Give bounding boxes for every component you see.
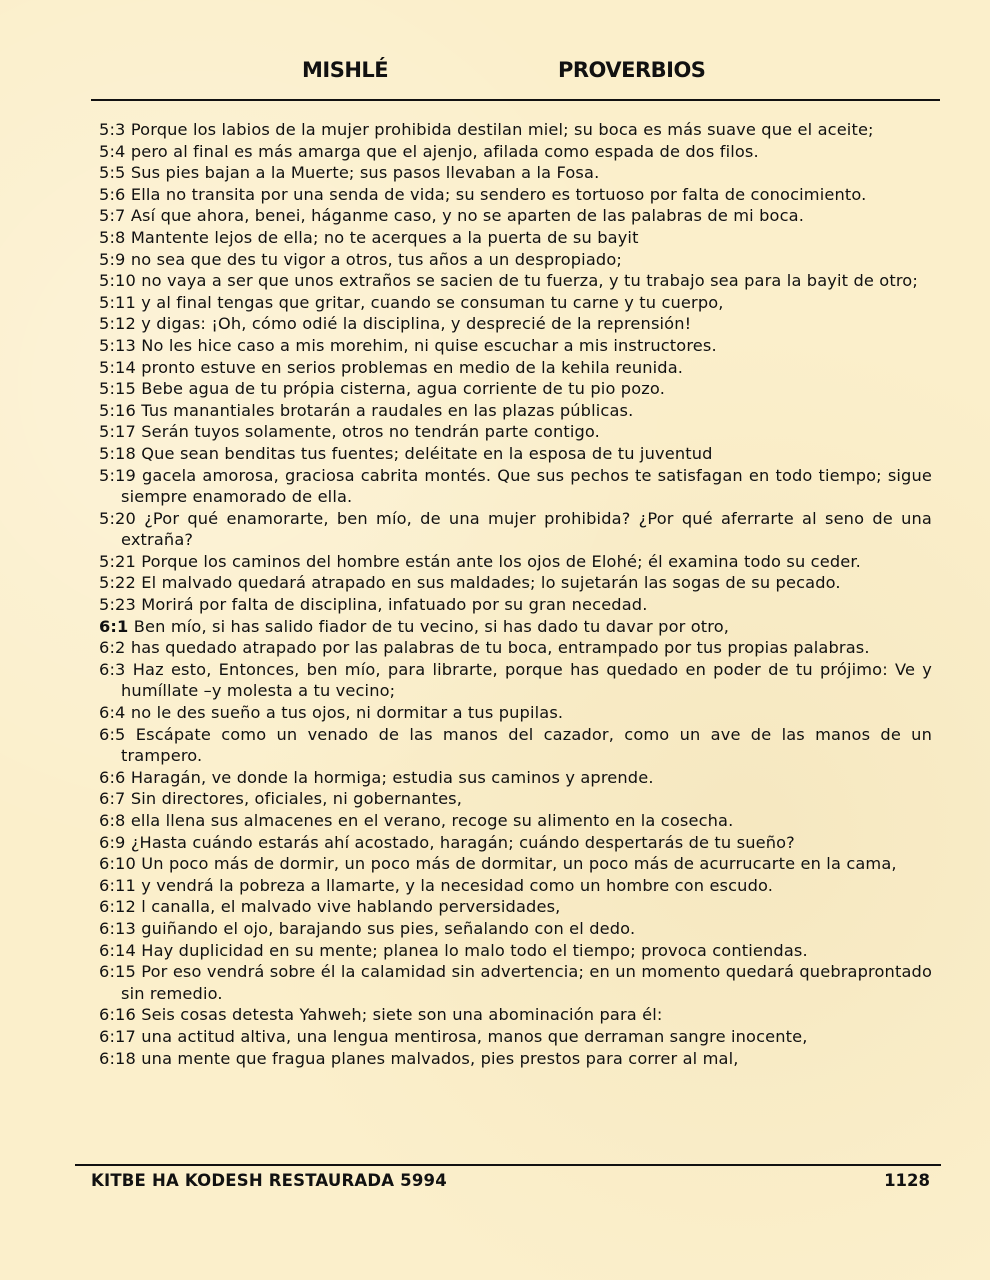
footer-title: KITBE HA KODESH RESTAURADA 5994 [91, 1171, 447, 1190]
verse-ref: 5:3 [99, 120, 126, 139]
verse-ref: 5:10 [99, 271, 136, 291]
verse [99, 249, 932, 271]
verse [99, 875, 932, 897]
verse-ref: 6:6 [99, 767, 126, 787]
verse [99, 313, 932, 335]
verse-text: Seis cosas detesta Yahweh; siete son una abominación para él: [141, 1005, 663, 1025]
verse [99, 551, 932, 573]
verse-ref: 6:7 [99, 789, 126, 809]
verse-text: El malvado quedará atrapado en sus maldades; lo sujetarán las sogas de su pecado. [141, 573, 841, 593]
verse-ref: 6:8 [99, 811, 126, 830]
page-number: 1128 [884, 1171, 930, 1190]
verse-ref: 5:8 [99, 227, 126, 247]
verse-text: Haragán, ve donde la hormiga; estudia sus caminos y aprende. [130, 767, 654, 787]
verse-ref: 5:13 [99, 335, 136, 355]
verse-ref: 6:17 [99, 1026, 136, 1046]
verse-text: No les hice caso a mis morehim, ni quise escuchar a mis instructores. [141, 335, 717, 355]
verse [99, 572, 932, 594]
verse-ref: 6:9 [99, 832, 126, 852]
verse [99, 1048, 932, 1070]
verse [99, 896, 932, 918]
verse [99, 702, 932, 724]
header-divider [91, 99, 940, 101]
verse-text: pronto estuve en serios problemas en medio de la kehila reunida. [141, 357, 684, 377]
verse-ref: 5:11 [99, 292, 136, 312]
verse-text: ¿Por qué enamorarte, ben mío, de una mujer prohibida? ¿Por qué aferrarte al seno de una extraña? [121, 508, 933, 550]
verse-text: Hay duplicidad en su mente; planea lo malo todo el tiempo; provoca contiendas. [141, 940, 808, 960]
verse-text: Que sean benditas tus fuentes; deléitate en la esposa de tu juventud [141, 443, 713, 463]
verse [99, 832, 932, 854]
verse-ref: 6:13 [99, 918, 136, 938]
verse [99, 443, 932, 465]
verse-text: Porque los labios de la mujer prohibida destilan miel; su boca es más suave que el aceite; [130, 120, 874, 139]
verse [99, 119, 932, 141]
verse [99, 141, 932, 163]
verse [99, 788, 932, 810]
verse [99, 767, 932, 789]
verse-ref: 6:12 [99, 897, 136, 917]
verse-ref: 5:4 [99, 141, 126, 161]
verse [99, 292, 932, 314]
verse [99, 724, 932, 767]
verse-ref: 5:12 [99, 314, 136, 334]
verse-ref: 6:10 [99, 854, 136, 874]
verse-text: gacela amorosa, graciosa cabrita montés. Que sus pechos te satisfagan en todo tiempo; sigue siempre enamorado de ella. [121, 465, 932, 507]
verse-text: Serán tuyos solamente, otros no tendrán parte contigo. [141, 422, 600, 442]
verse [99, 465, 932, 508]
verse [99, 961, 932, 1004]
verse-text: Escápate como un venado de las manos del cazador, como un ave de las manos de un trampero. [121, 724, 932, 766]
verse [99, 378, 932, 400]
verse [99, 1026, 932, 1048]
verse-text: pero al final es más amarga que el ajenjo, afilada como espada de dos filos. [130, 141, 759, 161]
verse-ref: 6:14 [99, 940, 136, 960]
verse [99, 421, 932, 443]
verse [99, 1004, 932, 1026]
verse-text: y al final tengas que gritar, cuando se consuman tu carne y tu cuerpo, [141, 292, 724, 312]
verse-text: Sin directores, oficiales, ni gobernantes, [130, 789, 463, 809]
verse-text: guiñando el ojo, barajando sus pies, señalando con el dedo. [141, 918, 636, 938]
verse-ref: 6:4 [99, 703, 126, 723]
page-header [0, 58, 990, 88]
verse-ref: 5:18 [99, 443, 136, 463]
verse [99, 508, 932, 551]
verse-text: Morirá por falta de disciplina, infatuado por su gran necedad. [141, 595, 648, 615]
verse-text: Bebe agua de tu própia cisterna, agua corriente de tu pio pozo. [141, 379, 665, 399]
verse-ref: 6:11 [99, 875, 136, 895]
verse-text: y vendrá la pobreza a llamarte, y la necesidad como un hombre con escudo. [141, 875, 774, 895]
verse-ref: 6:3 [99, 659, 126, 679]
verse-ref: 5:21 [99, 551, 136, 571]
verse-text: Porque los caminos del hombre están ante los ojos de Elohé; él examina todo su ceder. [141, 551, 861, 571]
verse-text: has quedado atrapado por las palabras de tu boca, entrampado por tus propias palabras. [130, 638, 870, 658]
verse [99, 184, 932, 206]
verse-text: Ben mío, si has salido fiador de tu vecino, si has dado tu davar por otro, [133, 616, 730, 636]
verse [99, 227, 932, 249]
verse-text: ella llena sus almacenes en el verano, recoge su alimento en la cosecha. [130, 811, 734, 830]
book-title-spanish: PROVERBIOS [558, 58, 706, 82]
verse-text: Así que ahora, benei, háganme caso, y no se aparten de las palabras de mi boca. [130, 206, 805, 226]
verse [99, 659, 932, 702]
verse-text: Un poco más de dormir, un poco más de dormitar, un poco más de acurrucarte en la cama, [141, 854, 897, 874]
verse-text: Mantente lejos de ella; no te acerques a la puerta de su bayit [130, 227, 639, 247]
verse-ref: 5:9 [99, 249, 126, 269]
verse-ref: 5:6 [99, 184, 126, 204]
footer-divider [75, 1164, 941, 1166]
verse-text: Ella no transita por una senda de vida; su sendero es tortuoso por falta de conocimiento. [130, 184, 867, 204]
verse-text: ¿Hasta cuándo estarás ahí acostado, haragán; cuándo despertarás de tu sueño? [130, 832, 795, 852]
verse [99, 270, 932, 292]
verse-list [99, 119, 932, 1069]
verse-text: no vaya a ser que unos extraños se sacien de tu fuerza, y tu trabajo sea para la bayit de otro; [141, 271, 918, 291]
verse-ref: 6:16 [99, 1005, 136, 1025]
verse-text: no le des sueño a tus ojos, ni dormitar a tus pupilas. [130, 703, 564, 723]
verse-text: Tus manantiales brotarán a raudales en las plazas públicas. [141, 400, 634, 420]
book-title-hebrew: MISHLÉ [302, 58, 389, 82]
verse-ref: 5:20 [99, 508, 136, 528]
verse-ref: 6:2 [99, 638, 126, 658]
verse-ref: 6:1 [99, 616, 129, 636]
verse-text: Haz esto, Entonces, ben mío, para librarte, porque has quedado en poder de tu prójimo: Ve y humíllate –y molesta a tu vecino; [121, 659, 932, 701]
verse [99, 810, 932, 832]
verse-ref: 5:17 [99, 422, 136, 442]
verse [99, 918, 932, 940]
verse-text: y digas: ¡Oh, cómo odié la disciplina, y desprecié de la reprensión! [141, 314, 692, 334]
verse-text: l canalla, el malvado vive hablando perversidades, [141, 897, 561, 917]
verse-ref: 6:15 [99, 962, 136, 982]
verse [99, 940, 932, 962]
verse [99, 594, 932, 616]
verse [99, 400, 932, 422]
verse [99, 205, 932, 227]
verse-text: una mente que fragua planes malvados, pies prestos para correr al mal, [141, 1048, 739, 1068]
verse-ref: 6:18 [99, 1048, 136, 1068]
verse-ref: 5:7 [99, 206, 126, 226]
verse-ref: 5:16 [99, 400, 136, 420]
verse [99, 357, 932, 379]
verse-text: no sea que des tu vigor a otros, tus años a un despropiado; [130, 249, 622, 269]
verse-ref: 5:23 [99, 595, 136, 615]
verse-ref: 5:14 [99, 357, 136, 377]
verse [99, 162, 932, 184]
verse-ref: 5:5 [99, 163, 126, 183]
verse-ref: 5:19 [99, 465, 136, 485]
verse [99, 335, 932, 357]
verse [99, 637, 932, 659]
verse-text: Por eso vendrá sobre él la calamidad sin advertencia; en un momento quedará quebraprontado sin remedio. [121, 962, 932, 1003]
verse-text: una actitud altiva, una lengua mentirosa, manos que derraman sangre inocente, [141, 1026, 808, 1046]
verse-ref: 5:22 [99, 573, 136, 593]
verse-text: Sus pies bajan a la Muerte; sus pasos llevaban a la Fosa. [130, 163, 600, 183]
verse [99, 616, 932, 638]
verse-ref: 6:5 [99, 724, 126, 744]
verse-ref: 5:15 [99, 379, 136, 399]
verse [99, 853, 932, 875]
